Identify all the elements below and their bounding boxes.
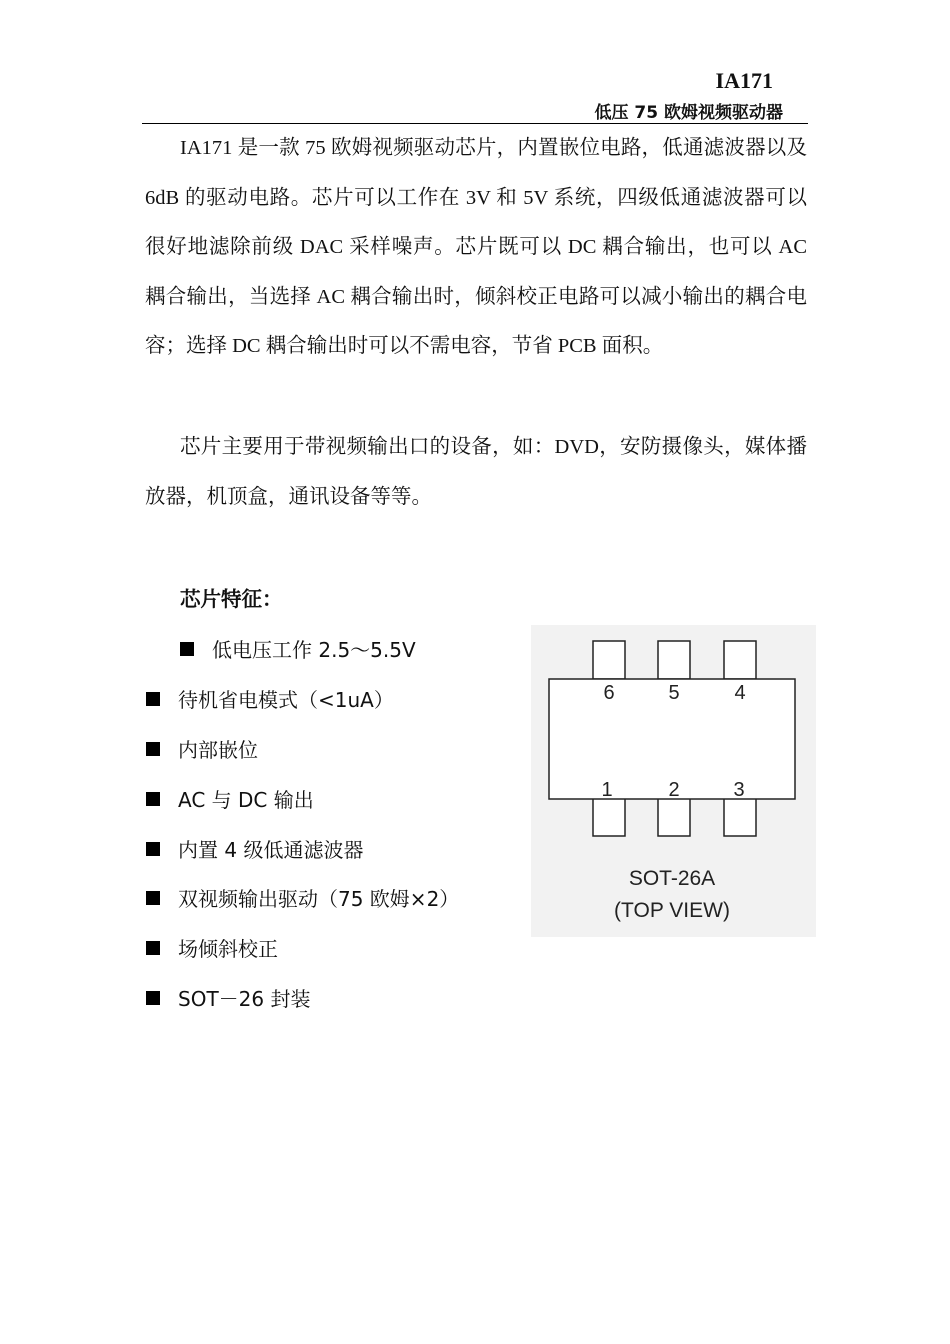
pin-3-lead bbox=[724, 798, 756, 836]
package-view-label: (TOP VIEW) bbox=[614, 899, 730, 922]
header-subtitle: 低压 75 欧姆视频驱动器 bbox=[594, 103, 783, 123]
pin-6-lead bbox=[593, 641, 625, 679]
pin-label: 1 bbox=[601, 779, 613, 801]
package-diagram bbox=[531, 625, 816, 937]
feature-text: 内置 4 级低通滤波器 bbox=[178, 838, 364, 862]
feature-item bbox=[146, 883, 459, 912]
feature-text: 内部嵌位 bbox=[178, 738, 258, 762]
feature-text: SOT－26 封装 bbox=[178, 987, 311, 1011]
square-bullet-icon bbox=[146, 991, 160, 1005]
feature-text: 双视频输出驱动（75 欧姆×2） bbox=[178, 887, 460, 911]
square-bullet-icon bbox=[146, 742, 160, 756]
feature-text: 场倾斜校正 bbox=[178, 937, 278, 961]
feature-text: 低电压工作 2.5～5.5V bbox=[212, 638, 416, 662]
package-outline-svg bbox=[531, 625, 816, 937]
square-bullet-icon bbox=[146, 842, 160, 856]
pin-5-lead bbox=[658, 641, 690, 679]
pin-1-lead bbox=[593, 798, 625, 836]
features-title: 芯片特征： bbox=[180, 587, 283, 611]
feature-item bbox=[146, 684, 394, 713]
pin-2-lead bbox=[658, 798, 690, 836]
header-title: IA171 bbox=[715, 68, 773, 93]
feature-item bbox=[146, 784, 314, 813]
square-bullet-icon bbox=[180, 642, 194, 656]
pin-label: 2 bbox=[668, 779, 680, 801]
square-bullet-icon bbox=[146, 792, 160, 806]
pin-label: 5 bbox=[668, 682, 680, 704]
feature-text: AC 与 DC 输出 bbox=[178, 788, 314, 812]
square-bullet-icon bbox=[146, 941, 160, 955]
feature-item bbox=[180, 634, 416, 663]
feature-item bbox=[146, 834, 363, 863]
package-name: SOT-26A bbox=[628, 867, 716, 890]
pin-label: 3 bbox=[733, 779, 745, 801]
feature-item bbox=[146, 983, 310, 1012]
square-bullet-icon bbox=[146, 891, 160, 905]
feature-text: 待机省电模式（<1uA） bbox=[178, 688, 394, 712]
pin-4-lead bbox=[724, 641, 756, 679]
feature-item bbox=[146, 734, 258, 763]
pin-label: 6 bbox=[603, 682, 615, 704]
intro-paragraph: IA171 是一款 75 欧姆视频驱动芯片，内置嵌位电路，低通滤波器以及 6dB 的驱动电路。芯片可以工作在 3V 和 5V 系统，四级低通滤波器可以很好地滤除前级 DAC 采样噪声。芯片既可以 DC 耦合输出，也可以 AC 耦合输出，当选择 AC 耦合输出时，倾斜校正电路可以减小输出的耦合电容；选择 DC 耦合输出时可以不需电容，节省 PCB 面积。 bbox=[145, 137, 807, 358]
application-paragraph: 芯片主要用于带视频输出口的设备，如：DVD，安防摄像头，媒体播放器，机顶盒，通讯设备等等。 bbox=[145, 436, 807, 508]
square-bullet-icon bbox=[146, 692, 160, 706]
feature-item bbox=[146, 933, 278, 962]
pin-label: 4 bbox=[734, 682, 746, 704]
